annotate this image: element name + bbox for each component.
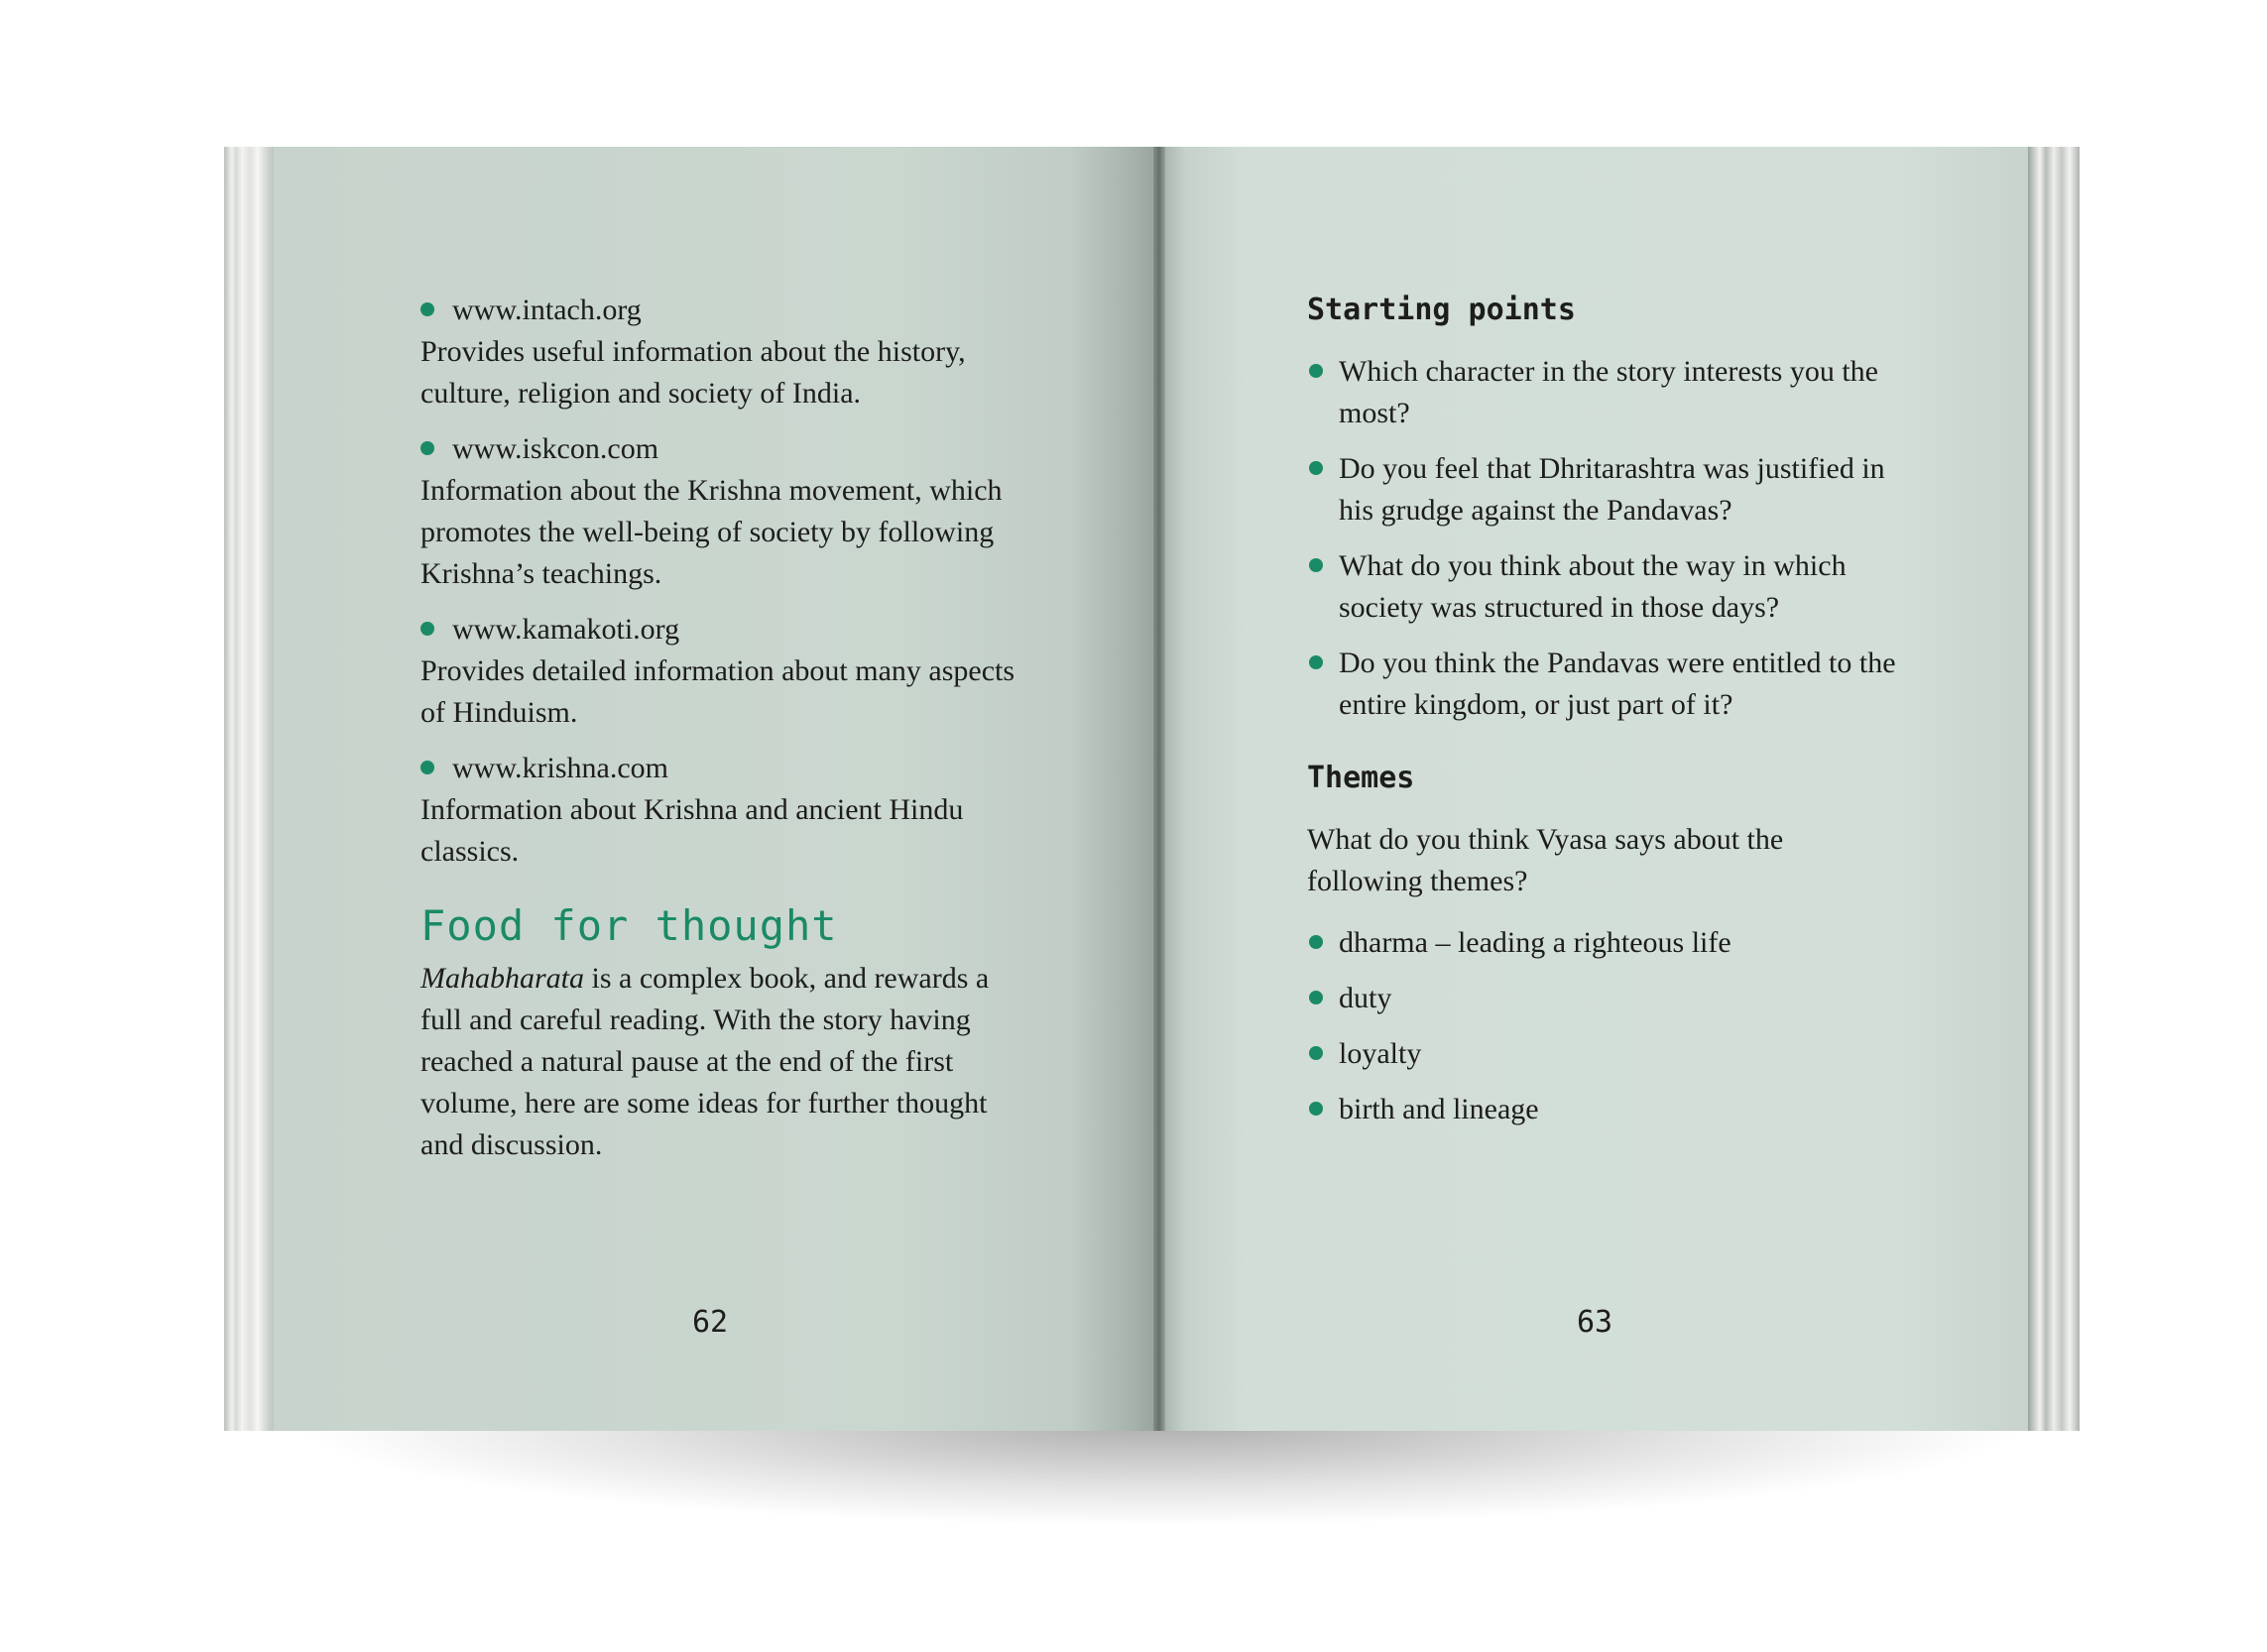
bullet-icon	[1309, 1102, 1323, 1116]
book-title: Mahabharata	[420, 962, 584, 995]
bullet-icon	[420, 441, 434, 455]
starting-points-heading: Starting points	[1307, 293, 1576, 327]
link-url: www.krishna.com	[452, 752, 669, 784]
link-entry	[420, 609, 1015, 734]
themes-heading: Themes	[1307, 761, 1415, 795]
bullet-icon	[420, 302, 434, 316]
link-entry	[420, 748, 1015, 873]
theme-item: duty	[1307, 978, 1902, 1019]
list-item: Do you think the Pandavas were entitled to the entire kingdom, or just part of it?	[1307, 643, 1902, 726]
section-title: Food for thought	[420, 901, 838, 950]
bullet-icon	[1309, 558, 1323, 572]
right-page-edges	[2028, 147, 2080, 1431]
link-entry	[420, 290, 1015, 414]
bullet-icon	[1309, 935, 1323, 949]
bullet-icon	[1309, 364, 1323, 378]
themes-intro: What do you think Vyasa says about the following themes?	[1307, 823, 1784, 897]
left-page-edges	[224, 147, 274, 1431]
list-item: What do you think about the way in which society was structured in those days?	[1307, 545, 1902, 629]
link-description: Information about the Krishna movement, which promotes the well-being of society by following Krishna’s teachings.	[420, 474, 1003, 590]
page-number-right: 63	[1577, 1305, 1613, 1340]
bullet-icon	[1309, 991, 1323, 1004]
book-gutter	[1153, 147, 1165, 1431]
page-number-left: 62	[692, 1305, 729, 1340]
right-page-content	[1307, 290, 1902, 1144]
link-url: www.kamakoti.org	[452, 613, 680, 646]
link-entry	[420, 428, 1015, 595]
link-url: www.iskcon.com	[452, 432, 659, 465]
list-item: Do you feel that Dhritarashtra was justified in his grudge against the Pandavas?	[1307, 448, 1902, 531]
list-item: Which character in the story interests you the most?	[1307, 351, 1902, 434]
link-url: www.intach.org	[452, 294, 642, 326]
bullet-icon	[420, 761, 434, 774]
bullet-icon	[420, 622, 434, 636]
link-description: Provides useful information about the history, culture, religion and society of India.	[420, 335, 966, 410]
theme-item: loyalty	[1307, 1033, 1902, 1075]
bullet-icon	[1309, 1046, 1323, 1060]
theme-item: birth and lineage	[1307, 1089, 1902, 1130]
theme-item: dharma – leading a righteous life	[1307, 922, 1902, 964]
left-page-content	[420, 290, 1015, 1166]
link-description: Information about Krishna and ancient Hindu classics.	[420, 793, 964, 868]
bullet-icon	[1309, 461, 1323, 475]
bullet-icon	[1309, 655, 1323, 669]
paragraph-text: is a complex book, and rewards a full and careful reading. With the story having reached a natural pause at the end of the first volume, here are some ideas for further thought and discussion.	[420, 962, 990, 1161]
link-description: Provides detailed information about many aspects of Hinduism.	[420, 654, 1015, 729]
section-paragraph	[420, 958, 1015, 1166]
